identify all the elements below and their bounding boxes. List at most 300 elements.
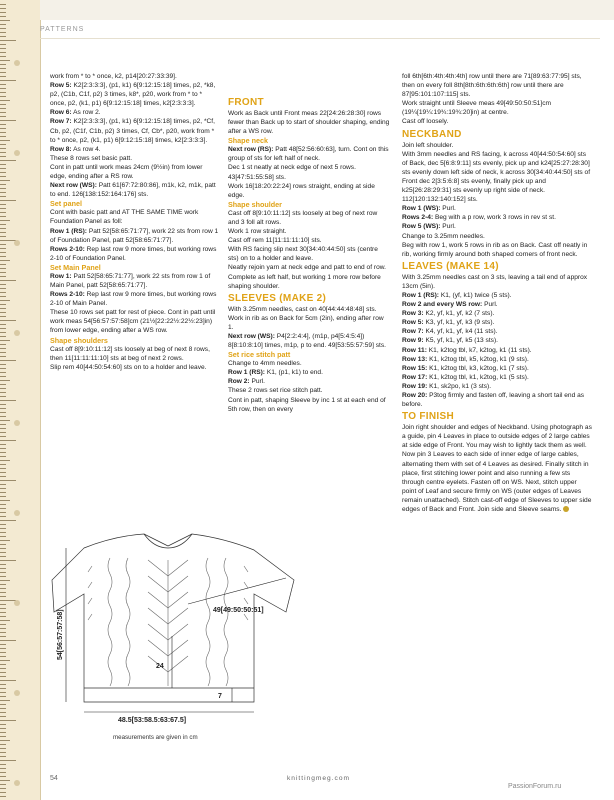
ruler-tick bbox=[0, 416, 6, 417]
top-band bbox=[40, 0, 614, 20]
ruler-tick bbox=[0, 72, 6, 73]
ruler-tick bbox=[0, 76, 6, 77]
row-label: Row 1 (RS): bbox=[228, 369, 265, 377]
ruler-tick bbox=[0, 420, 10, 421]
diagram-caption: measurements are given in cm bbox=[113, 734, 198, 741]
ruler-tick bbox=[0, 412, 6, 413]
ruler-tick bbox=[0, 112, 6, 113]
instruction-paragraph bbox=[402, 318, 592, 327]
ruler-tick bbox=[0, 8, 6, 9]
ruler-tick bbox=[0, 316, 6, 317]
ruler-tick bbox=[0, 676, 6, 677]
instruction-paragraph bbox=[402, 309, 592, 318]
subsection-heading: Set panel bbox=[50, 199, 82, 209]
ruler-tick bbox=[0, 576, 6, 577]
ruler-tick bbox=[0, 792, 6, 793]
row-label: Row 6: bbox=[50, 109, 72, 117]
instruction-paragraph bbox=[228, 182, 390, 200]
ruler-tick bbox=[0, 12, 6, 13]
instruction-paragraph bbox=[402, 423, 592, 514]
subsection-heading: Shape shoulder bbox=[228, 199, 282, 209]
ruler-tick bbox=[0, 408, 6, 409]
instruction-paragraph bbox=[228, 263, 390, 272]
ruler-tick bbox=[0, 628, 6, 629]
ruler-tick bbox=[0, 668, 6, 669]
ruler-tick bbox=[0, 680, 16, 681]
instruction-paragraph bbox=[402, 273, 592, 291]
subsection-heading: Shape neck bbox=[228, 136, 268, 146]
ruler-tick bbox=[0, 752, 6, 753]
ruler-tick bbox=[0, 724, 6, 725]
instruction-paragraph bbox=[402, 222, 592, 231]
body-height-label: 24 bbox=[156, 663, 164, 670]
ruler-tick bbox=[0, 404, 6, 405]
end-mark-icon bbox=[563, 506, 569, 512]
ruler-tick bbox=[0, 168, 6, 169]
ruler-tick bbox=[0, 524, 6, 525]
row-label: Rows 2-4: bbox=[402, 214, 434, 222]
instruction-paragraph bbox=[402, 241, 592, 259]
ruler-hole bbox=[14, 690, 20, 696]
ruler-tick bbox=[0, 568, 6, 569]
ruler-tick bbox=[0, 592, 6, 593]
instruction-paragraph bbox=[402, 72, 592, 99]
ruler-tick bbox=[0, 384, 6, 385]
row-label: Row 15: bbox=[402, 364, 428, 372]
instruction-paragraph bbox=[50, 145, 220, 154]
ruler-tick bbox=[0, 36, 6, 37]
ruler-tick bbox=[0, 132, 6, 133]
ruler-tick bbox=[0, 616, 6, 617]
ruler-tick bbox=[0, 612, 6, 613]
instruction-text: Cast off 8[9:10:11:12] sts loosely at beg of next row and 3 foll alt rows. bbox=[228, 209, 378, 226]
ruler-hole bbox=[14, 600, 20, 606]
instruction-paragraph bbox=[402, 99, 592, 117]
instruction-text: K2[2:3:3:3], (p1, k1) 6[9:12:15:18] times, p2, *Cf, Cb, p2, (C1f, C1b, p2) 3 times, Cf, Cb*, p20, work from * to * once, p2, (k1, p1) 6[9:12:15:18] times, k2[2:3:3:3]. bbox=[50, 118, 215, 144]
instruction-text: Work straight until Sleeve meas 49[49:50:50:51]cm (19¼[19¼:19¾:19¾:20]in) at centre. bbox=[402, 100, 552, 117]
ruler-tick bbox=[0, 624, 6, 625]
ruler-tick bbox=[0, 84, 6, 85]
ruler-tick bbox=[0, 644, 6, 645]
row-label: Row 1 (WS): bbox=[402, 205, 441, 213]
ruler-tick bbox=[0, 424, 6, 425]
ruler-tick bbox=[0, 228, 6, 229]
ruler-tick bbox=[0, 604, 6, 605]
instruction-paragraph bbox=[50, 163, 220, 181]
ruler-tick bbox=[0, 64, 6, 65]
instruction-paragraph bbox=[402, 382, 592, 391]
instruction-text: As row 2. bbox=[71, 109, 101, 117]
ruler-hole bbox=[14, 60, 20, 66]
ruler-tick bbox=[0, 116, 6, 117]
instruction-paragraph bbox=[50, 154, 220, 163]
ruler-tick bbox=[0, 4, 6, 5]
ruler-tick bbox=[0, 176, 6, 177]
row-label: Row 8: bbox=[50, 145, 72, 153]
ruler-tick bbox=[0, 52, 6, 53]
ruler-tick bbox=[0, 344, 6, 345]
ruler-tick bbox=[0, 748, 6, 749]
ruler-tick bbox=[0, 56, 6, 57]
ruler-tick bbox=[0, 156, 6, 157]
ruler-tick bbox=[0, 716, 6, 717]
ruler-tick bbox=[0, 504, 6, 505]
instruction-text: P3tog firmly and fasten off, leaving a short tail end as before. bbox=[402, 392, 585, 409]
ruler-tick bbox=[0, 608, 6, 609]
ruler-tick bbox=[0, 140, 10, 141]
row-label: Row 2 and every WS row: bbox=[402, 301, 483, 309]
ruler-tick bbox=[0, 188, 6, 189]
ruler-tick bbox=[0, 544, 6, 545]
instruction-text: Patt 52[58:65:71:77], work 22 sts from row 1 of Foundation Panel, patt 52[58:65:71:77]. bbox=[50, 227, 219, 244]
ruler-tick bbox=[0, 584, 6, 585]
instruction-text: Beg with row 1, work 5 rows in rib as on Back. Cast off neatly in rib, working firmly around both shaped corners of front neck. bbox=[402, 241, 588, 258]
row-label: Row 5: bbox=[50, 82, 72, 90]
ruler-tick bbox=[0, 144, 6, 145]
section-heading: NECKBAND bbox=[402, 128, 462, 140]
instruction-paragraph bbox=[228, 273, 390, 291]
website-footer: knittingmeg.com bbox=[287, 775, 351, 782]
ruler-hole bbox=[14, 330, 20, 336]
ruler-tick bbox=[0, 184, 6, 185]
instruction-paragraph bbox=[402, 355, 592, 364]
ruler-tick bbox=[0, 352, 6, 353]
ruler-tick bbox=[0, 244, 6, 245]
ruler-tick bbox=[0, 552, 6, 553]
row-label: Row 7: bbox=[402, 328, 424, 336]
ruler-tick bbox=[0, 392, 6, 393]
instruction-paragraph bbox=[228, 396, 390, 414]
ruler-tick bbox=[0, 460, 10, 461]
instruction-paragraph bbox=[402, 117, 592, 126]
instruction-text: Work in rib as on Back for 5cm (2in), ending after row 1. bbox=[228, 314, 384, 331]
ruler-tick bbox=[0, 196, 6, 197]
ruler-tick bbox=[0, 208, 6, 209]
ruler-tick bbox=[0, 572, 6, 573]
row-label: Row 5: bbox=[402, 319, 424, 327]
ruler-tick bbox=[0, 516, 6, 517]
ruler-tick bbox=[0, 684, 6, 685]
page-number: 54 bbox=[50, 775, 58, 782]
ruler-tick bbox=[0, 252, 6, 253]
ruler-tick bbox=[0, 496, 6, 497]
row-label: Next row (WS): bbox=[228, 332, 275, 340]
watermark: PassionForum.ru bbox=[508, 783, 562, 790]
ruler-tick bbox=[0, 20, 10, 21]
ruler-tick bbox=[0, 772, 6, 773]
ruler-tick bbox=[0, 32, 6, 33]
ruler-tick bbox=[0, 356, 6, 357]
instruction-text: K1, k2tog tbl, k7, k2tog, k1 (11 sts). bbox=[426, 346, 532, 354]
ruler-tick bbox=[0, 652, 6, 653]
ruler-hole bbox=[14, 780, 20, 786]
ruler-tick bbox=[0, 696, 6, 697]
instruction-text: P4[2:2:4:4], (m1p, p4[5:4:5:4]) 8[8:10:8:10] times, m1p, p to end. 49[53:55:57:59] sts. bbox=[228, 332, 386, 350]
ruler-tick bbox=[0, 328, 6, 329]
ruler-tick bbox=[0, 108, 6, 109]
ruler-tick bbox=[0, 732, 6, 733]
instruction-text: Change to 3.25mm needles. bbox=[402, 232, 485, 240]
ruler-tick bbox=[0, 620, 10, 621]
sweater-schematic bbox=[48, 520, 296, 770]
section-tab: PATTERNS bbox=[40, 26, 85, 33]
body-outline bbox=[52, 534, 294, 702]
row-label: Row 1 (RS): bbox=[402, 291, 439, 299]
ruler-tick bbox=[0, 80, 16, 81]
ruler-tick bbox=[0, 444, 6, 445]
ruler-tick bbox=[0, 656, 6, 657]
ruler-tick bbox=[0, 380, 10, 381]
instruction-text: Neatly rejoin yarn at neck edge and patt to end of row. bbox=[228, 264, 386, 272]
ruler-tick bbox=[0, 120, 16, 121]
ruler-tick bbox=[0, 720, 16, 721]
ruler-tick bbox=[0, 136, 6, 137]
ruler-tick bbox=[0, 372, 6, 373]
instruction-paragraph bbox=[50, 245, 220, 263]
ruler-tick bbox=[0, 40, 16, 41]
ruler-tick bbox=[0, 376, 6, 377]
ruler-tick bbox=[0, 632, 6, 633]
instruction-paragraph bbox=[50, 308, 220, 335]
section-heading: FRONT bbox=[228, 97, 264, 108]
instruction-text: With 3mm needles and RS facing, k across 40[44:50:54:60] sts of Back, dec 5[6:8:9:11] sts evenly, pick up and k24[25:27:28:30] sts evenly down left side of neck, k across 30[34:40:44:50] sts of Front dec 2[3:5:6:8] sts evenly, finally pick up and k25[26:28:29:31] sts evenly up right side of neck. 112[120:132:140:152] sts. bbox=[402, 150, 591, 204]
ruler-tick bbox=[0, 104, 6, 105]
instruction-text: K1, (yf, k1) twice (5 sts). bbox=[439, 291, 512, 299]
instruction-paragraph bbox=[228, 305, 390, 314]
instruction-paragraph bbox=[50, 72, 220, 81]
neck-rib bbox=[144, 534, 168, 546]
instruction-text: Patt 61[67:72:80:86], m1k, k2, m1k, patt to end. 126[138:152:164:176] sts. bbox=[50, 182, 216, 199]
row-label: Rows 2-10: bbox=[50, 245, 85, 253]
row-label: Row 17: bbox=[402, 373, 428, 381]
ruler-tick bbox=[0, 472, 6, 473]
instruction-paragraph bbox=[402, 150, 592, 205]
ruler-tick bbox=[0, 284, 6, 285]
ruler-tick bbox=[0, 256, 6, 257]
ruler-tick bbox=[0, 68, 6, 69]
instruction-text: K4, yf, k1, yf, k4 (11 sts). bbox=[423, 328, 498, 336]
instruction-paragraph bbox=[402, 373, 592, 382]
ruler-tick bbox=[0, 560, 16, 561]
ruler-hole bbox=[14, 420, 20, 426]
row-label: Row 13: bbox=[402, 355, 428, 363]
ruler-tick bbox=[0, 788, 6, 789]
ruler-tick bbox=[0, 704, 6, 705]
cable-pattern bbox=[88, 558, 248, 686]
ruler-tick bbox=[0, 388, 6, 389]
ruler-tick bbox=[0, 468, 6, 469]
ruler-tick bbox=[0, 164, 6, 165]
ruler-tick bbox=[0, 60, 10, 61]
instruction-text: These 8 rows set basic patt. bbox=[50, 154, 133, 162]
width-label: 48.5[53:58.5:63:67.5] bbox=[118, 717, 187, 724]
ruler-tick bbox=[0, 260, 10, 261]
measuring-tape-strip bbox=[0, 0, 41, 800]
row-label: Row 1 (RS): bbox=[50, 227, 87, 235]
instruction-paragraph bbox=[402, 364, 592, 373]
ruler-tick bbox=[0, 16, 6, 17]
instruction-text: Patt 48[52:56:60:63], turn. Cont on this group of sts for left half of neck. bbox=[228, 146, 389, 163]
section-heading: LEAVES (MAKE 14) bbox=[402, 260, 499, 272]
instruction-text: Change to 4mm needles. bbox=[228, 360, 302, 368]
instruction-paragraph bbox=[402, 346, 592, 355]
ruler-tick bbox=[0, 448, 6, 449]
sleeve-dimension-line bbox=[188, 578, 286, 604]
row-label: Row 5 (WS): bbox=[402, 223, 441, 231]
ruler-tick bbox=[0, 528, 6, 529]
ruler-tick bbox=[0, 436, 6, 437]
ruler-tick bbox=[0, 292, 6, 293]
ruler-tick bbox=[0, 564, 6, 565]
instruction-text: K5, yf, k1, yf, k5 (13 sts). bbox=[423, 337, 499, 345]
ruler-tick bbox=[0, 280, 16, 281]
ruler-tick bbox=[0, 232, 6, 233]
instruction-paragraph bbox=[402, 327, 592, 336]
row-label: Row 19: bbox=[402, 382, 428, 390]
ruler-tick bbox=[0, 264, 6, 265]
row-label: Next row (WS): bbox=[50, 182, 97, 190]
instruction-paragraph bbox=[228, 368, 390, 377]
row-label: Row 3: bbox=[402, 310, 424, 318]
instruction-paragraph bbox=[50, 208, 220, 226]
ruler-tick bbox=[0, 464, 6, 465]
row-label: Row 20: bbox=[402, 392, 428, 399]
ruler-tick bbox=[0, 288, 6, 289]
ruler-tick bbox=[0, 428, 6, 429]
instruction-text: Cont with basic patt and AT THE SAME TIME work Foundation Panel as foll: bbox=[50, 209, 199, 226]
instruction-text: Work 1 row straight. bbox=[228, 228, 287, 236]
row-label: Row 7: bbox=[50, 118, 72, 126]
ruler-tick bbox=[0, 96, 6, 97]
ruler-tick bbox=[0, 556, 6, 557]
instruction-paragraph bbox=[228, 332, 390, 350]
ruler-tick bbox=[0, 780, 10, 781]
instruction-text: K2[2:3:3:3], (p1, k1) 6[9:12:15:18] times, p2, *k8, p2, (C1b, C1f, p2) 3 times, k8*, p20, work from * to * once, p2, (k1, p1) 6[9:12:15:18] times, k2[2:3:3:3]. bbox=[50, 82, 216, 108]
instruction-text: Cast off loosely. bbox=[402, 118, 449, 126]
instruction-text: Slip rem 40[44:50:54:60] sts on to a holder and leave. bbox=[50, 363, 207, 371]
instruction-paragraph bbox=[228, 163, 390, 181]
ruler-tick bbox=[0, 180, 10, 181]
subsection-heading: Set Main Panel bbox=[50, 262, 101, 272]
instruction-text: K2, yf, k1, yf, k2 (7 sts). bbox=[423, 310, 495, 318]
ruler-tick bbox=[0, 588, 6, 589]
instruction-text: These 2 rows set rice stitch patt. bbox=[228, 387, 323, 395]
instruction-text: Purl. bbox=[249, 378, 266, 386]
instruction-paragraph bbox=[228, 227, 390, 236]
ruler-tick bbox=[0, 172, 6, 173]
instruction-text: K1, (p1, k1) to end. bbox=[265, 369, 323, 377]
ruler-tick bbox=[0, 692, 6, 693]
ruler-tick bbox=[0, 480, 16, 481]
instruction-text: Complete as left half, but working 1 more row before shaping shoulder. bbox=[228, 273, 381, 290]
ruler-tick bbox=[0, 100, 10, 101]
ruler-tick bbox=[0, 744, 6, 745]
ruler-tick bbox=[0, 296, 6, 297]
instruction-paragraph bbox=[402, 213, 592, 222]
ruler-tick bbox=[0, 248, 6, 249]
instruction-text: Cast off 8[9:10:11:12] sts loosely at beg of next 8 rows, then 11[11:11:11:10] sts at beg of next 2 rows. bbox=[50, 345, 210, 362]
instruction-paragraph bbox=[50, 363, 220, 372]
ruler-tick bbox=[0, 152, 6, 153]
instruction-paragraph bbox=[50, 81, 220, 108]
instruction-text: Purl. bbox=[440, 205, 456, 213]
ruler-tick bbox=[0, 512, 6, 513]
instruction-text: Work 16[18:20:22:24] rows straight, ending at side edge. bbox=[228, 182, 375, 199]
ruler-tick bbox=[0, 476, 6, 477]
ruler-tick bbox=[0, 200, 16, 201]
column-3 bbox=[402, 72, 592, 514]
ruler-tick bbox=[0, 268, 6, 269]
ruler-tick bbox=[0, 456, 6, 457]
ruler-tick bbox=[0, 500, 10, 501]
instruction-paragraph bbox=[402, 141, 592, 150]
ruler-tick bbox=[0, 308, 6, 309]
instruction-text: Rep last row 9 more times, but working rows 2-10 of Main Panel. bbox=[50, 291, 217, 308]
instruction-paragraph bbox=[50, 345, 220, 363]
row-label: Next row (RS): bbox=[228, 146, 274, 154]
ruler-tick bbox=[0, 204, 6, 205]
ruler-tick bbox=[0, 648, 6, 649]
ruler-tick bbox=[0, 212, 6, 213]
section-heading: SLEEVES (MAKE 2) bbox=[228, 292, 327, 304]
ruler-tick bbox=[0, 400, 16, 401]
instruction-paragraph bbox=[50, 227, 220, 245]
ruler-tick bbox=[0, 312, 6, 313]
ruler-hole bbox=[14, 150, 20, 156]
height-label: 54[56:57:57:58] bbox=[57, 609, 64, 660]
ruler-tick bbox=[0, 148, 6, 149]
instruction-paragraph bbox=[402, 336, 592, 345]
instruction-text: Cont in patt, shaping Sleeve by inc 1 st at each end of 5th row, then on every bbox=[228, 396, 386, 413]
ruler-tick bbox=[0, 768, 6, 769]
ruler-tick bbox=[0, 764, 6, 765]
ruler-tick bbox=[0, 708, 6, 709]
instruction-paragraph bbox=[228, 377, 390, 386]
ruler-tick bbox=[0, 128, 6, 129]
ruler-hole bbox=[14, 240, 20, 246]
instruction-paragraph bbox=[50, 181, 220, 199]
ruler-tick bbox=[0, 44, 6, 45]
instruction-text: With 3.25mm needles, cast on 40[44:44:48:48] sts. bbox=[228, 305, 377, 313]
ruler-tick bbox=[0, 88, 6, 89]
instruction-text: As row 4. bbox=[71, 145, 101, 153]
ruler-tick bbox=[0, 320, 16, 321]
row-label: Row 9: bbox=[402, 337, 424, 345]
ruler-tick bbox=[0, 224, 6, 225]
ruler-tick bbox=[0, 672, 6, 673]
instruction-paragraph bbox=[402, 291, 592, 300]
ruler-tick bbox=[0, 536, 6, 537]
ruler-tick bbox=[0, 700, 10, 701]
ruler-tick bbox=[0, 300, 10, 301]
instruction-paragraph bbox=[228, 314, 390, 332]
instruction-text: work from * to * once, k2, p14[20:27:33:39]. bbox=[50, 73, 177, 80]
row-label: Row 11: bbox=[402, 346, 427, 354]
instruction-text: K1, k2tog tbl, k3, k2tog, k1 (7 sts). bbox=[427, 364, 529, 372]
instruction-paragraph bbox=[228, 359, 390, 368]
instruction-text: Join left shoulder. bbox=[402, 141, 454, 149]
instruction-text: Work as Back until Front meas 22[24:26:28:30] rows fewer than Back up to start of shoulder shaping, ending after a WS row. bbox=[228, 110, 390, 136]
header-divider bbox=[40, 38, 600, 39]
section-heading: TO FINISH bbox=[402, 411, 454, 423]
ruler-tick bbox=[0, 532, 6, 533]
instruction-text: With 3.25mm needles cast on 3 sts, leaving a tail end of approx 13cm (5in). bbox=[402, 273, 588, 290]
ruler-tick bbox=[0, 796, 6, 797]
instruction-paragraph bbox=[402, 232, 592, 241]
instruction-text: Beg with a p row, work 3 rows in rev st st. bbox=[433, 214, 556, 222]
ruler-tick bbox=[0, 728, 6, 729]
ruler-tick bbox=[0, 660, 10, 661]
